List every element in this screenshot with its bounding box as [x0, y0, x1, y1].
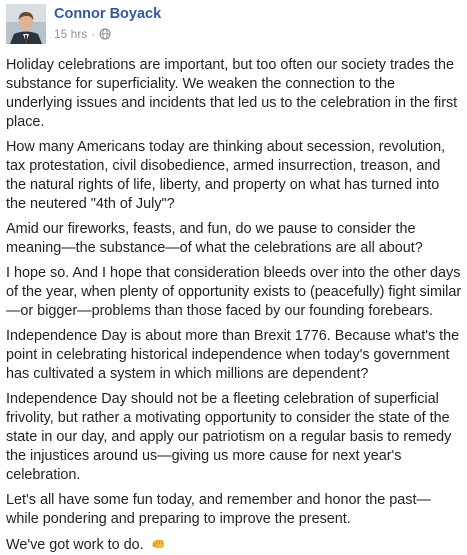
post-paragraph: Independence Day is about more than Brexit 1776. Because what's the point in celebrating historical independence when today's government has cultivated a system in which millions are dependent?	[6, 328, 460, 382]
fist-bump-emoji-icon	[151, 535, 167, 551]
post-paragraph: Independence Day should not be a fleeting celebration of superficial frivolity, but rather a motivating opportunity to consider the state of the state in our day, and apply our patriotism on a regular basis to remedy the injustices around us—giving us more cause for next year's celebration.	[6, 391, 452, 483]
post-paragraph: Let's all have some fun today, and remember and honor the past—while pondering and preparing to improve the present.	[6, 492, 431, 527]
author-name-link[interactable]: Connor Boyack	[54, 6, 162, 22]
author-avatar[interactable]	[6, 4, 46, 44]
post-paragraph: How many Americans today are thinking about secession, revolution, tax protestation, civil disobedience, armed insurrection, treason, and the natural rights of life, liberty, and property on what has turned into the neutered "4th of July"?	[6, 139, 446, 212]
post-paragraph: Amid our fireworks, feasts, and fun, do we pause to consider the meaning—the substance—of what the celebrations are all about?	[6, 221, 423, 256]
post-paragraph: Holiday celebrations are important, but too often our society trades the substance for superficiality. We weaken the connection to the underlying issues and incidents that led us to the celebration in the first place.	[6, 57, 458, 130]
globe-icon[interactable]	[99, 28, 111, 40]
meta-separator: ·	[91, 27, 96, 41]
post-meta	[54, 27, 111, 41]
post-body	[6, 56, 462, 555]
avatar-photo	[6, 4, 46, 44]
post-header	[6, 4, 461, 50]
closing-text: We've got work to do.	[6, 537, 144, 553]
post-paragraph: I hope so. And I hope that consideration bleeds over into the other days of the year, when plenty of opportunity exists to (peacefully) fight similar—or bigger—problems than those faced by our founding forebears.	[6, 265, 462, 319]
post-timestamp[interactable]: 15 hrs	[54, 27, 88, 41]
post-closing	[6, 535, 462, 555]
